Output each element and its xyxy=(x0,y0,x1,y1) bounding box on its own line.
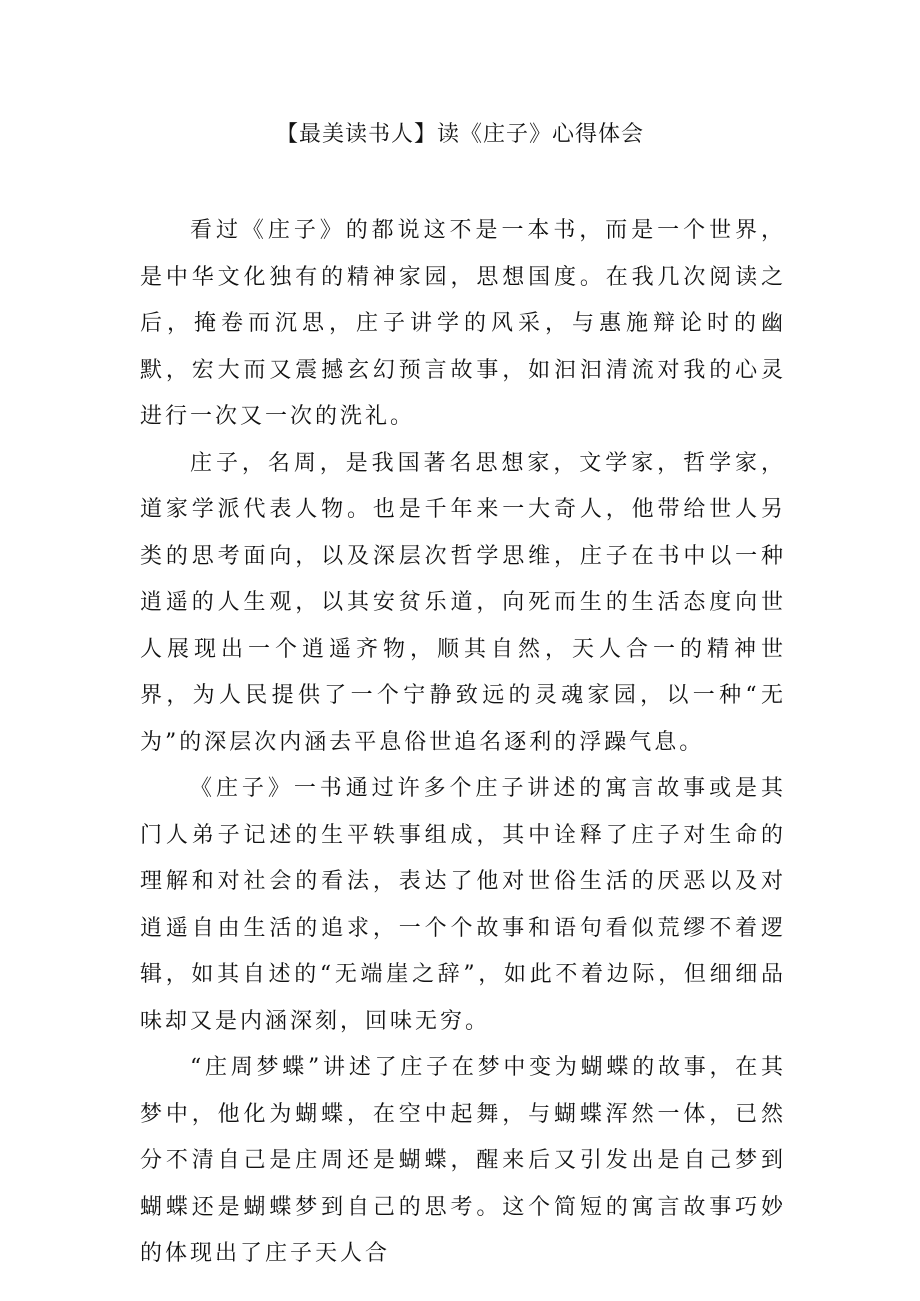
paragraph-3: 《庄子》一书通过许多个庄子讲述的寓言故事或是其门人弟子记述的生平轶事组成，其中诠释了庄子对生命的理解和对社会的看法，表达了他对世俗生活的厌恶以及对逍遥自由生活的追求，一个个故事和语句看似荒缪不着逻辑，如其自述的“无端崖之辞”，如此不着边际，但细细品味却又是内涵深刻，回味无穷。 xyxy=(140,776,786,1034)
paragraph-1: 看过《庄子》的都说这不是一本书，而是一个世界，是中华文化独有的精神家园，思想国度。在我几次阅读之后，掩卷而沉思，庄子讲学的风采，与惠施辩论时的幽默，宏大而又震撼玄幻预言故事，如汩汩清流对我的心灵进行一次又一次的洗礼。 xyxy=(140,218,786,429)
document-title: 【最美读书人】读《庄子》心得体会 xyxy=(275,122,644,147)
document-body xyxy=(140,208,786,1278)
paragraph-4: “庄周梦蝶”讲述了庄子在梦中变为蝴蝶的故事，在其梦中，他化为蝴蝶，在空中起舞，与蝴蝶浑然一体，已然分不清自己是庄周还是蝴蝶，醒来后又引发出是自己梦到蝴蝶还是蝴蝶梦到自己的思考。这个简短的寓言故事巧妙的体现出了庄子天人合 xyxy=(140,1055,786,1266)
paragraph-2: 庄子，名周，是我国著名思想家，文学家，哲学家，道家学派代表人物。也是千年来一大奇人，他带给世人另类的思考面向，以及深层次哲学思维，庄子在书中以一种逍遥的人生观，以其安贫乐道，向死而生的生活态度向世人展现出一个逍遥齐物，顺其自然，天人合一的精神世界，为人民提供了一个宁静致远的灵魂家园，以一种“无为”的深层次内涵去平息俗世追名逐利的浮躁气息。 xyxy=(140,450,786,755)
